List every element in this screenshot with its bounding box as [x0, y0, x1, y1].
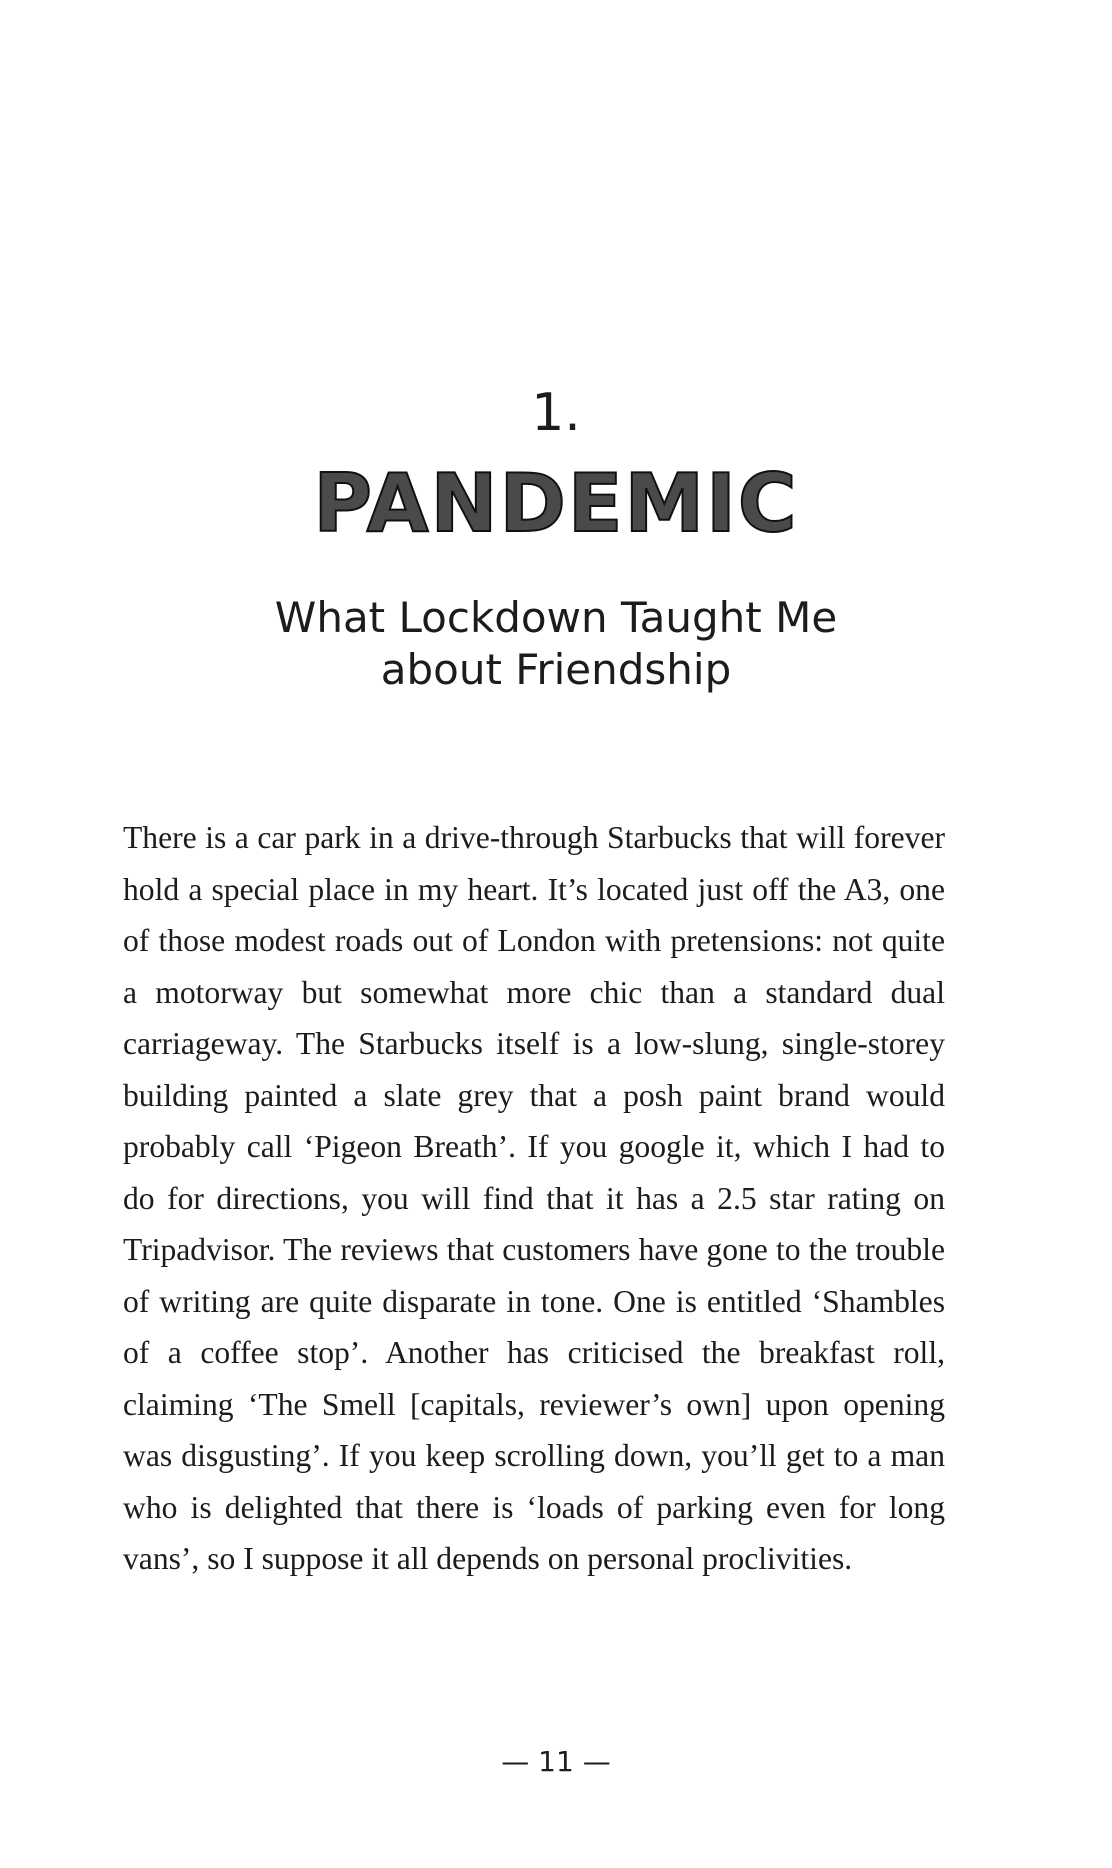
page-number: — 11 —	[501, 1745, 611, 1778]
chapter-number: 1.	[531, 383, 581, 443]
chapter-subtitle-line-2: about Friendship	[380, 645, 732, 694]
chapter-title: PANDEMIC	[313, 457, 799, 550]
chapter-subtitle-line-1: What Lockdown Taught Me	[274, 593, 838, 642]
body-paragraph: There is a car park in a drive-through Starbucks that will forever hold a special place in my heart. It’s located just off the A3, one of those modest roads out of London with pretensions: not quite a motorway but somewhat more chic than a standard dual carriageway. The Starbucks itself is a low-slung, single-storey building painted a slate grey that a posh paint brand would probably call ‘Pigeon Breath’. If you google it, which I had to do for directions, you will find that it has a 2.5 star rating on Tripadvisor. The reviews that customers have gone to the trouble of writing are quite disparate in tone. One is entitled ‘Shambles of a coffee stop’. Another has criticised the breakfast roll, claiming ‘The Smell [capitals, reviewer’s own] upon opening was disgusting’. If you keep scrolling down, you’ll get to a man who is delighted that there is ‘loads of parking even for long vans’, so I suppose it all depends on personal proclivities.	[123, 820, 945, 1576]
chapter-subtitle	[0, 592, 1112, 696]
